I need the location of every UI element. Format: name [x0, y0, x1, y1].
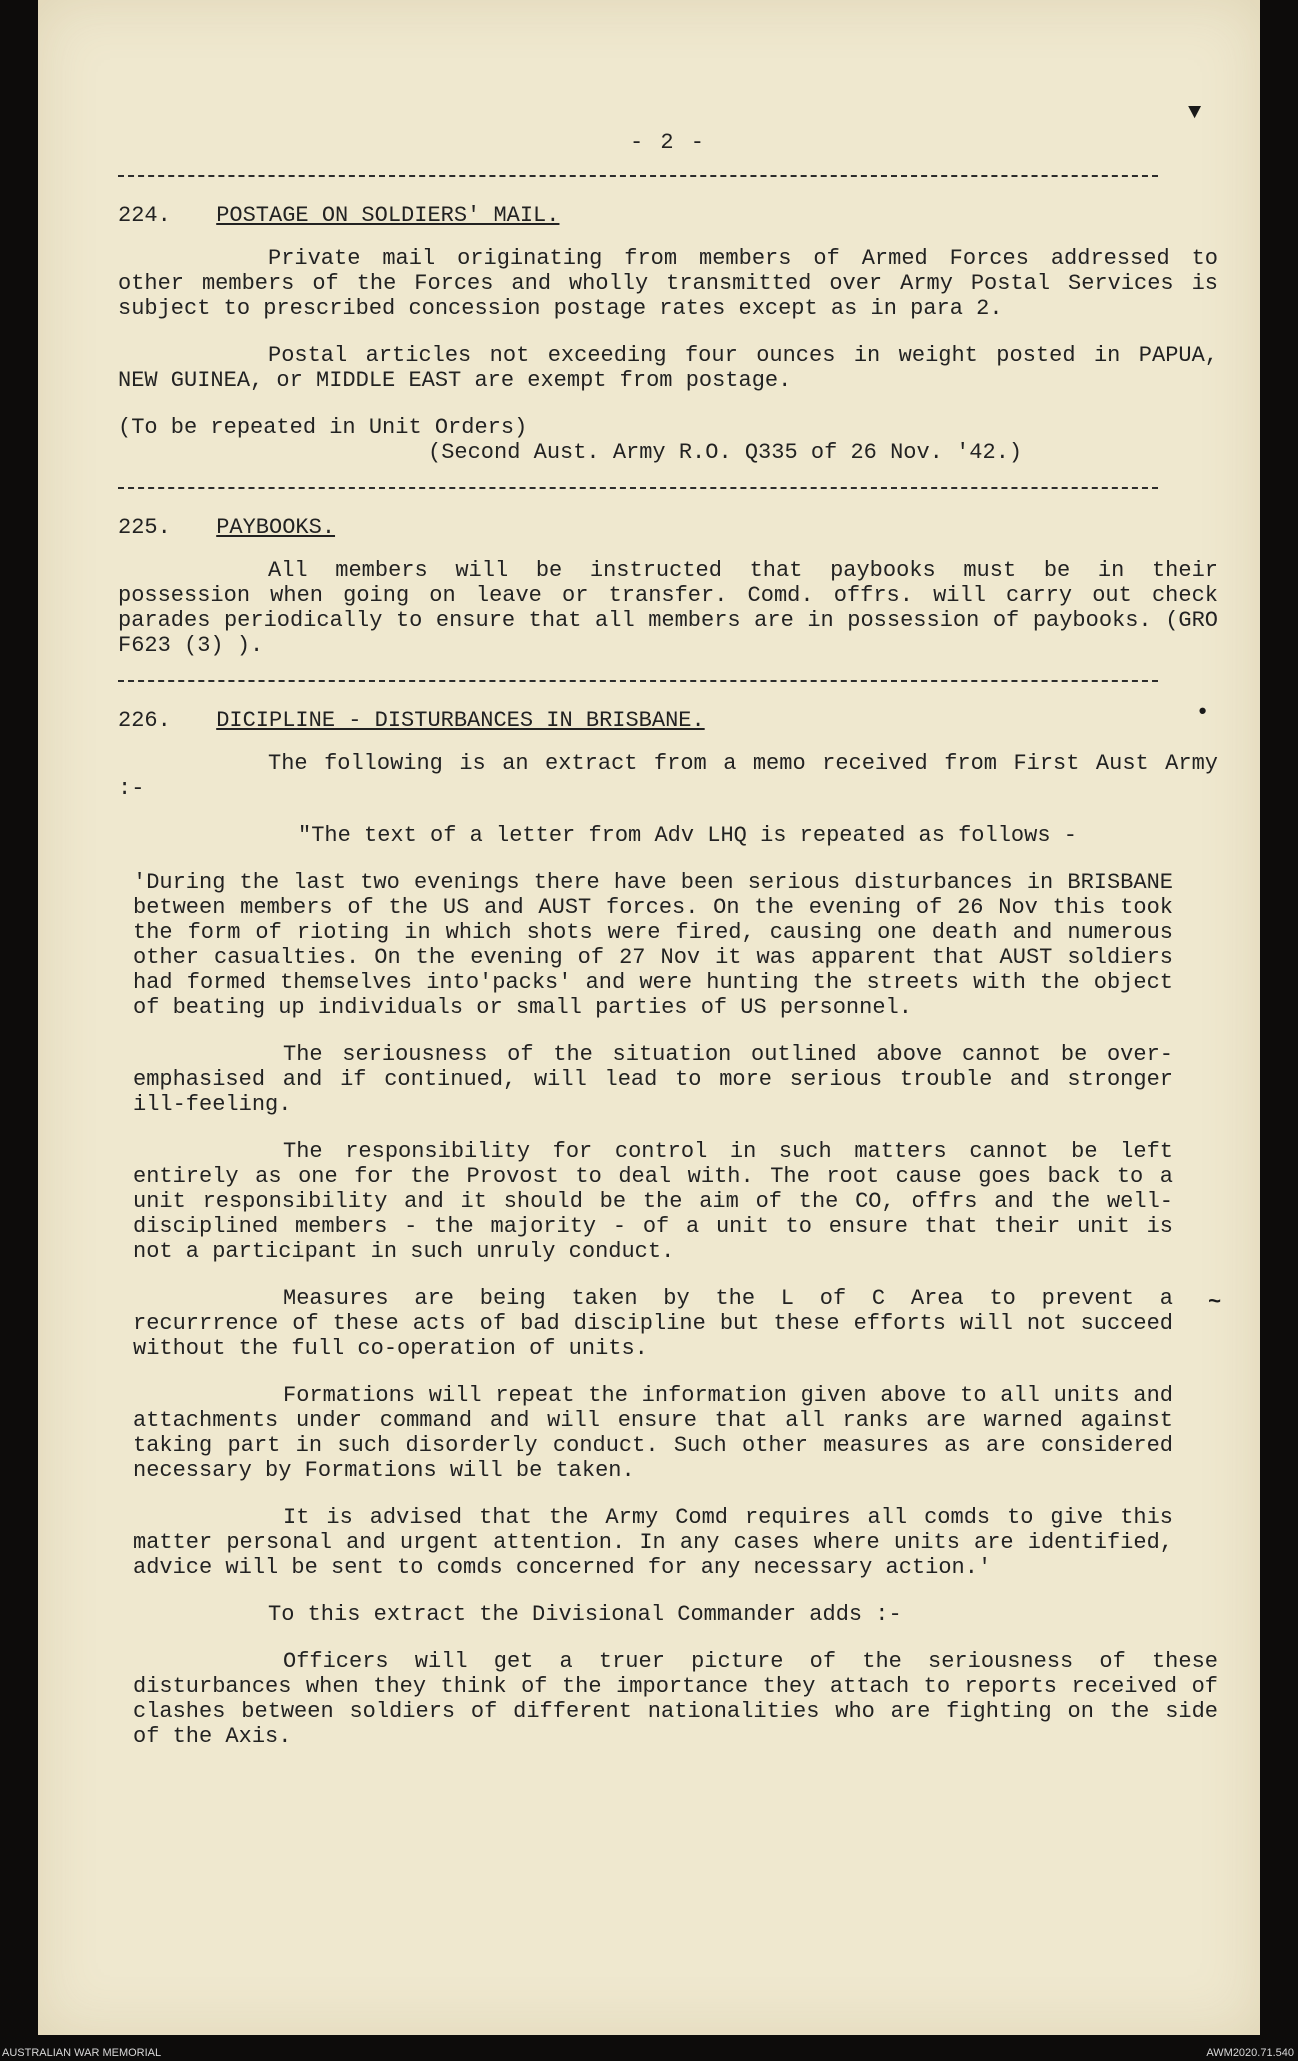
section-number: 224. [118, 203, 171, 228]
section-divider [118, 487, 1158, 489]
paragraph: All members will be instructed that paybooks must be in their possession when going on leave or transfer. Comd. offrs. will carry out check parades periodically to ensure that all members are in possession of paybooks. (GRO F623 (3) ). [118, 558, 1218, 658]
section-divider [118, 175, 1158, 177]
section-heading [118, 708, 1218, 733]
section-225 [118, 515, 1218, 658]
quoted-paragraph: It is advised that the Army Comd requires all comds to give this matter personal and urgent attention. In any cases where units are identified, advice will be sent to comds concerned for any necessary action.' [133, 1505, 1173, 1580]
quoted-paragraph: The responsibility for control in such matters cannot be left entirely as one for the Provost to deal with. The root cause goes back to a unit responsibility and it should be the aim of the CO, offrs and the well-disciplined members - the majority - of a unit to ensure that their unit is not a participant in such unruly conduct. [133, 1139, 1173, 1264]
pencil-tick-mark: ▼ [1188, 100, 1202, 125]
section-number: 226. [118, 708, 171, 733]
pencil-tick-mark: • [1196, 700, 1210, 725]
unit-orders-note: (To be repeated in Unit Orders) [118, 415, 528, 440]
document-page [38, 0, 1260, 2035]
commander-intro: To this extract the Divisional Commander adds :- [268, 1602, 902, 1627]
quoted-paragraph: Formations will repeat the information given above to all units and attachments under command and will ensure that all ranks are warned against taking part in such disorderly conduct. Such other measures as are considered necessary by Formations will be taken. [133, 1383, 1173, 1483]
section-number: 225. [118, 515, 171, 540]
section-heading [118, 203, 1218, 228]
paragraph: The following is an extract from a memo received from First Aust Army :- [118, 751, 1218, 801]
page-number: - 2 - [629, 130, 706, 155]
citation: (Second Aust. Army R.O. Q335 of 26 Nov. '42.) [428, 440, 1023, 465]
quoted-paragraph: 'During the last two evenings there have been serious disturbances in BRISBANE between members of the US and AUST forces. On the evening of 26 Nov this took the form of rioting in which shots were fired, causing one death and numerous other casualties. On the evening of 27 Nov it was apparent that AUST soldiers had formed themselves into'packs' and were hunting the streets with the object of beating up individuals or small parties of US personnel. [133, 870, 1173, 1020]
footer-reference: AWM2020.71.540 [1206, 2047, 1294, 2059]
section-224 [118, 203, 1218, 465]
section-heading [118, 515, 1218, 540]
section-226 [118, 708, 1218, 1749]
archive-footer [0, 2035, 1298, 2061]
section-divider [118, 680, 1158, 682]
letter-intro: "The text of a letter from Adv LHQ is repeated as follows - [298, 823, 1077, 848]
quoted-paragraph: The seriousness of the situation outlined above cannot be over-emphasised and if continued, will lead to more serious trouble and stronger ill-feeling. [133, 1042, 1173, 1117]
document-body [118, 130, 1218, 1771]
footer-institution: AUSTRALIAN WAR MEMORIAL [2, 2047, 162, 2059]
section-title: PAYBOOKS. [216, 515, 336, 540]
quoted-paragraph: Measures are being taken by the L of C Area to prevent a recurrrence of these acts of bad discipline but these efforts will not succeed without the full co-operation of units. [133, 1286, 1173, 1361]
paragraph: Postal articles not exceeding four ounces in weight posted in PAPUA, NEW GUINEA, or MIDDLE EAST are exempt from postage. [118, 343, 1218, 393]
quoted-letter [133, 870, 1173, 1580]
paragraph: Private mail originating from members of Armed Forces addressed to other members of the Forces and wholly transmitted over Army Postal Services is subject to prescribed concession postage rates except as in para 2. [118, 246, 1218, 321]
section-title: DICIPLINE - DISTURBANCES IN BRISBANE. [216, 708, 705, 733]
pencil-tilde-mark: ~ [1208, 1290, 1222, 1315]
closing-paragraph: Officers will get a truer picture of the seriousness of these disturbances when they think of the importance they attach to reports received of clashes between soldiers of different nationalities who are fighting on the side of the Axis. [133, 1649, 1218, 1749]
section-title: POSTAGE ON SOLDIERS' MAIL. [216, 203, 560, 228]
